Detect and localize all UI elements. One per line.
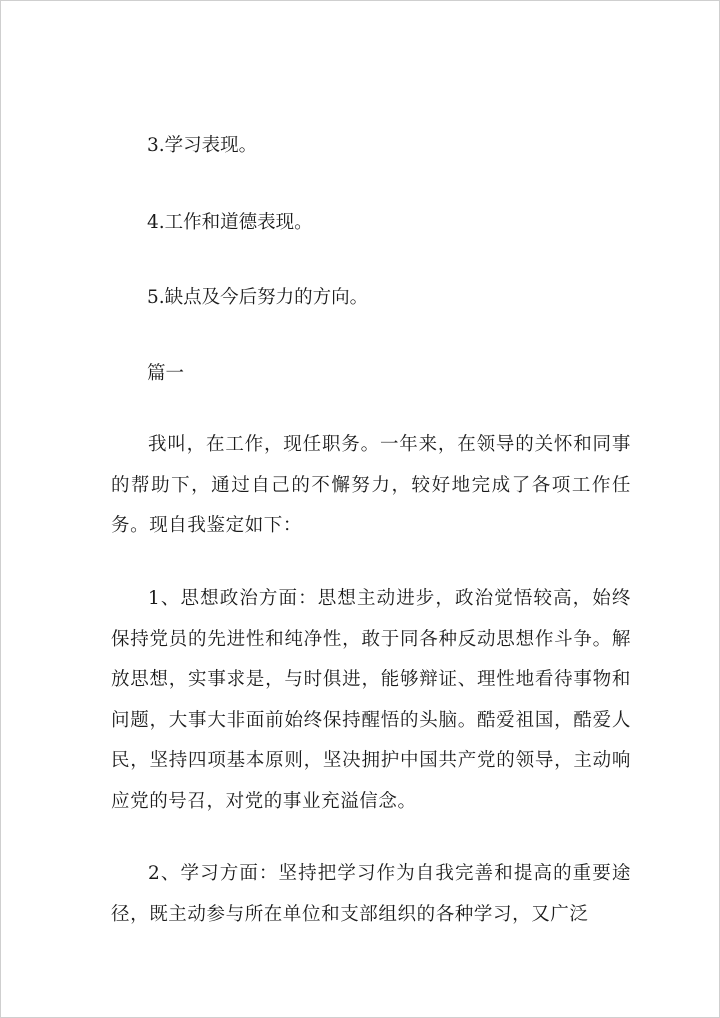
section-heading: 篇一	[147, 363, 185, 384]
list-item-5: 5.缺点及今后努力的方向。	[147, 287, 369, 308]
paragraph-intro: 我叫，在工作，现任职务。一年来，在领导的关怀和同事的帮助下，通过自己的不懈努力，较好地完成了各项工作任务。现自我鉴定如下：	[111, 434, 631, 536]
list-item-4: 4.工作和道德表现。	[147, 212, 313, 233]
paragraph-study: 2、学习方面：坚持把学习作为自我完善和提高的重要途径，既主动参与所在单位和支部组织的各种学习，又广泛	[111, 863, 631, 925]
list-item-3: 3.学习表现。	[147, 135, 258, 156]
paragraph-political: 1、思想政治方面：思想主动进步，政治觉悟较高，始终保持党员的先进性和纯净性，敢于同各种反动思想作斗争。解放思想，实事求是，与时俱进，能够辩证、理性地看待事物和问题，大事大非面前始终保持醒悟的头脑。酷爱祖国，酷爱人民，坚持四项基本原则，坚决拥护中国共产党的领导，主动响应党的号召，对党的事业充溢信念。	[111, 588, 631, 812]
